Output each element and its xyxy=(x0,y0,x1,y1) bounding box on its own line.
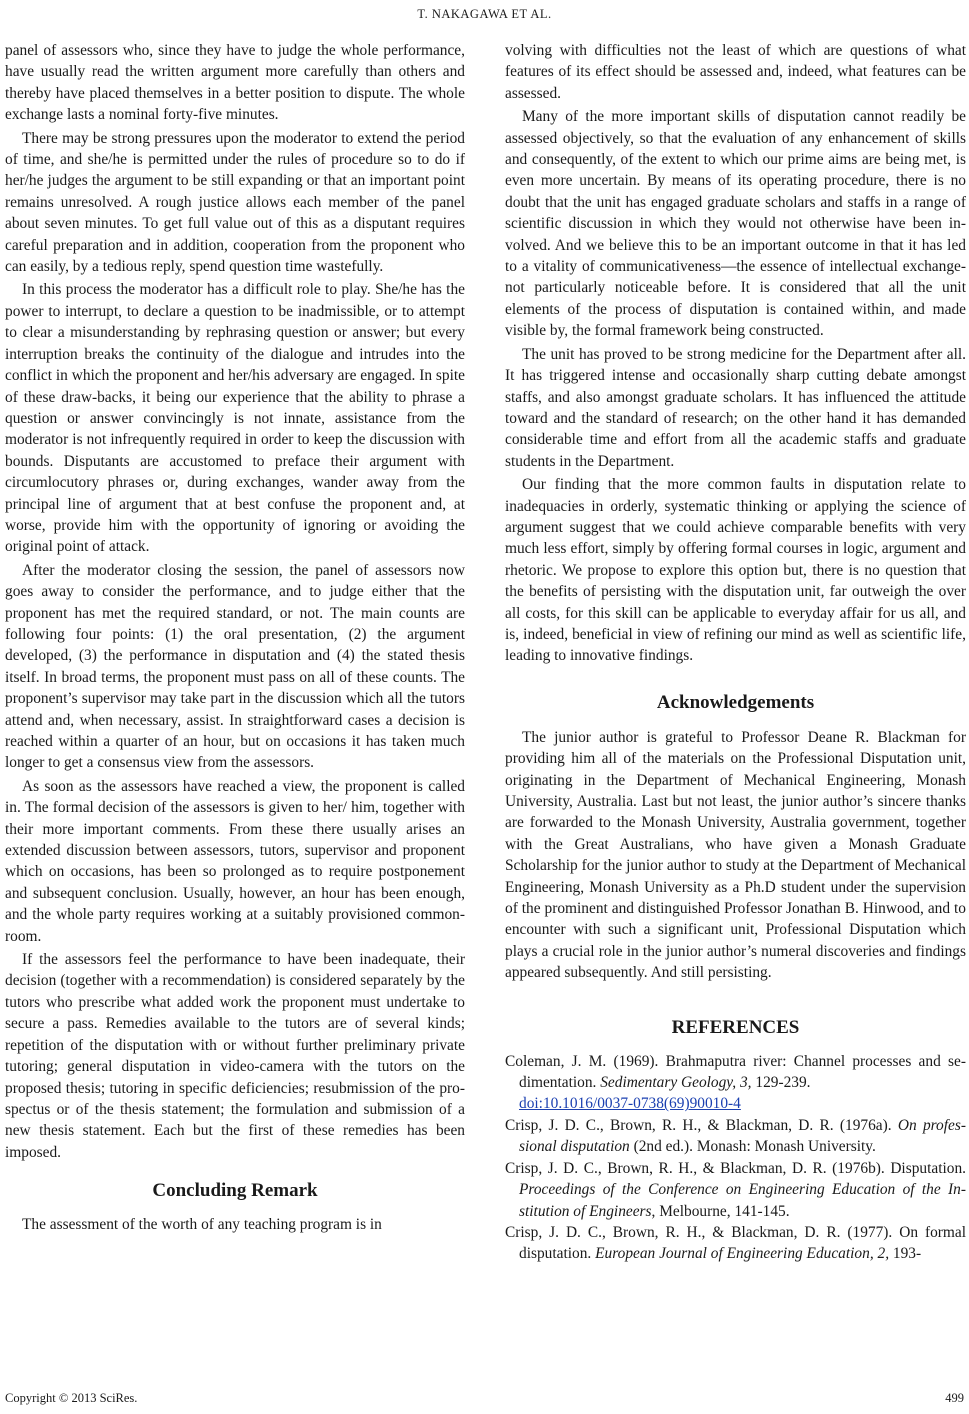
body-paragraph: As soon as the assessors have reached a view, the proponent is called in. The formal decision of the assessors is given to her/ him, together with their more important comments. From these there usually arises an extended discussion between assessors, tutors, supervisor and proponent which on occasions, has been so prolonged as to require postponement and subsequent conclusion. Usually, however, an hour has been enough, and the whole party requires working at a suitably provisioned common-room. xyxy=(5,777,465,945)
right-column xyxy=(505,40,966,1265)
left-column xyxy=(5,40,465,1236)
body-paragraph: There may be strong pressures upon the moderator to extend the period of time, and she/he is permitted under the rules of procedure so to do if her/he judges the argument to be still expanding or that an important point remains unresolved. A rough justice allows each member of the panel about seven minutes. To get full value out of this as a disputant requires careful preparation and in addition, cooperation from the proponent who can easily, by a tedious reply, spend question time wastefully. xyxy=(5,129,465,276)
doi-link[interactable]: doi:10.1016/0037-0738(69)90010-4 xyxy=(519,1095,741,1113)
body-paragraph: Many of the more important skills of disputation cannot readily be assessed objectively, so that the evaluation of any enhancement of skills and consequently, of the extent to which our prime aims are being met, is even more uncertain. By means of its operating procedure, there is no doubt that the unit has engaged graduate scholars and staffs in a range of scientific discussion in which they would not otherwise have been involved. And we believe this to be an important outcome in that it has led to a vitality of communicativeness—the essence of intellectual exchange-not particularly noticeable before. It is considered that all the unit elements of the process of disputation is contained within, and made visible by, the formal framework being constructed. xyxy=(505,108,966,340)
body-paragraph: The assessment of the worth of any teaching program is in xyxy=(22,1216,382,1234)
reference-item: Crisp, J. D. C., Brown, R. H., & Blackman, D. R. (1977). On formal disputation. European Journal of Engineering Education, 2, 193- xyxy=(505,1223,966,1263)
page-number: 499 xyxy=(945,1391,964,1405)
acknowledgements-paragraph: The junior author is grateful to Professor Deane R. Blackman for providing him all of the materials on the Professional Disputation unit, originating in the Department of Mechanical Engineering, Monash University, Australia. Last but not least, the junior author’s sincere thanks are forwarded to the Monash University, Australia government, together with the Great Australians, who have given a Monash Graduate Scholarship for the junior author to study at the Department of Mechanical Engineering, Monash University as a Ph.D student under the supervision of the prominent and distinguished Professor Jonathan B. Hinwood, and to encounter with such a significant unit, Professional Disputation which plays a crucial role in the junior author’s numeral discoveries and findings appeared subsequently. And still persisting. xyxy=(505,728,966,982)
body-paragraph: Our finding that the more common faults in disputation relate to inadequacies in orderly, systematic thinking or applying the science of argument suggest that we could achieve comparable benefits with very much less effort, simply by offering formal courses in logic, argument and rhetoric. We propose to explore this option but, there is no question that the benefits of persisting with the disputation unit, far outweigh the over all costs, for this skill can be applicable to everyday affair for us all, and is, indeed, beneficial in view of refining our mind as well as scientific life, leading to innovative findings. xyxy=(505,476,966,665)
acknowledgements-heading: Acknowledgements xyxy=(656,691,815,713)
body-paragraph: After the moderator closing the session, the panel of assessors now goes away to consider the performance, and to judge either that the proponent has met the required standard, or not. The main counts are following four points: (1) the oral presentation, (2) the argument developed, (3) the performance in disputation and (4) the stated thesis itself. In broad terms, the proponent must pass on all of these counts. The proponent’s supervisor may take part in the discussion which all the tutors attend and, when necessary, assist. In straightforward cases a decision is reached within a quarter of an hour, but on occasions it has taken much longer to get a consensus view from the assessors. xyxy=(5,561,465,772)
reference-item: Crisp, J. D. C., Brown, R. H., & Blackman, D. R. (1976b). Disputation. Proceedings of the Conference on Engineering Education of the Institution of Engineers, Melbourne, 141-145. xyxy=(505,1159,966,1220)
copyright-footer: Copyright © 2013 SciRes. xyxy=(5,1391,138,1405)
concluding-remark-heading: Concluding Remark xyxy=(152,1180,318,1202)
body-paragraph: panel of assessors who, since they have to judge the whole performance, have usually read the written argument more carefully than others and thereby have placed themselves in a better position to dispute. The whole exchange lasts a nominal forty-five minutes. xyxy=(5,42,465,124)
body-paragraph: If the assessors feel the performance to have been inadequate, their decision (together with a recommendation) is considered separately by the tutors who prescribe what added work the proponent must undertake to secure a pass. Remedies available to the tutors are of several kinds; repetition of the disputation with or without further preliminary private tutoring; general disputation in video-camera with the tutors on the proposed thesis; tutoring in specific deficiencies; resubmission of the prospectus or of the thesis statement; the formulation and submission of a new thesis statement. Each but the first of these remedies has been imposed. xyxy=(5,951,465,1161)
references-heading: REFERENCES xyxy=(671,1016,800,1038)
reference-item: Coleman, J. M. (1969). Brahmaputra river: Channel processes and sedimentation. Sedimentary Geology, 3, 129-239. doi:10.1016/0037-0738(69)90010-4 xyxy=(505,1052,966,1113)
running-head: T. NAKAGAWA ET AL. xyxy=(417,7,552,21)
body-paragraph: The unit has proved to be strong medicine for the Department after all. It has triggered intense and occasionally sharp cutting debate amongst staffs, and also amongst graduate scholars. It has influenced the attitude toward and the standard of research; on the other hand it has demanded considerable time and effort from all the academic staffs and graduate students in the Department. xyxy=(505,345,966,470)
reference-list xyxy=(505,1051,966,1265)
body-paragraph: In this process the moderator has a difficult role to play. She/he has the power to interrupt, to declare a question to be inadmissible, or to attempt to clear a misunderstanding by rephrasing question or answer; but every interruption breaks the continuity of the dialogue and intrudes into the conflict in which the proponent and her/his adversary are engaged. In spite of these draw-backs, it being our experience that the ability to phrase a question or answer convincingly is not innate, assistance from the moderator is not infrequently required in order to keep the discussion with bounds. Disputants are accustomed to preface their argument with circumlocutory phrases or, during exchanges, wander away from the principal line of argument that at best confuse the proponent and, at worse, provide him with the opportunity of ignoring or avoiding the original point of attack. xyxy=(5,281,465,556)
body-paragraph: volving with difficulties not the least of which are questions of what features of its effect should be assessed and, indeed, what features can be assessed. xyxy=(505,42,966,102)
reference-item: Crisp, J. D. C., Brown, R. H., & Blackman, D. R. (1976a). On professional disputation (2nd ed.). Monash: Monash University. xyxy=(505,1116,966,1156)
